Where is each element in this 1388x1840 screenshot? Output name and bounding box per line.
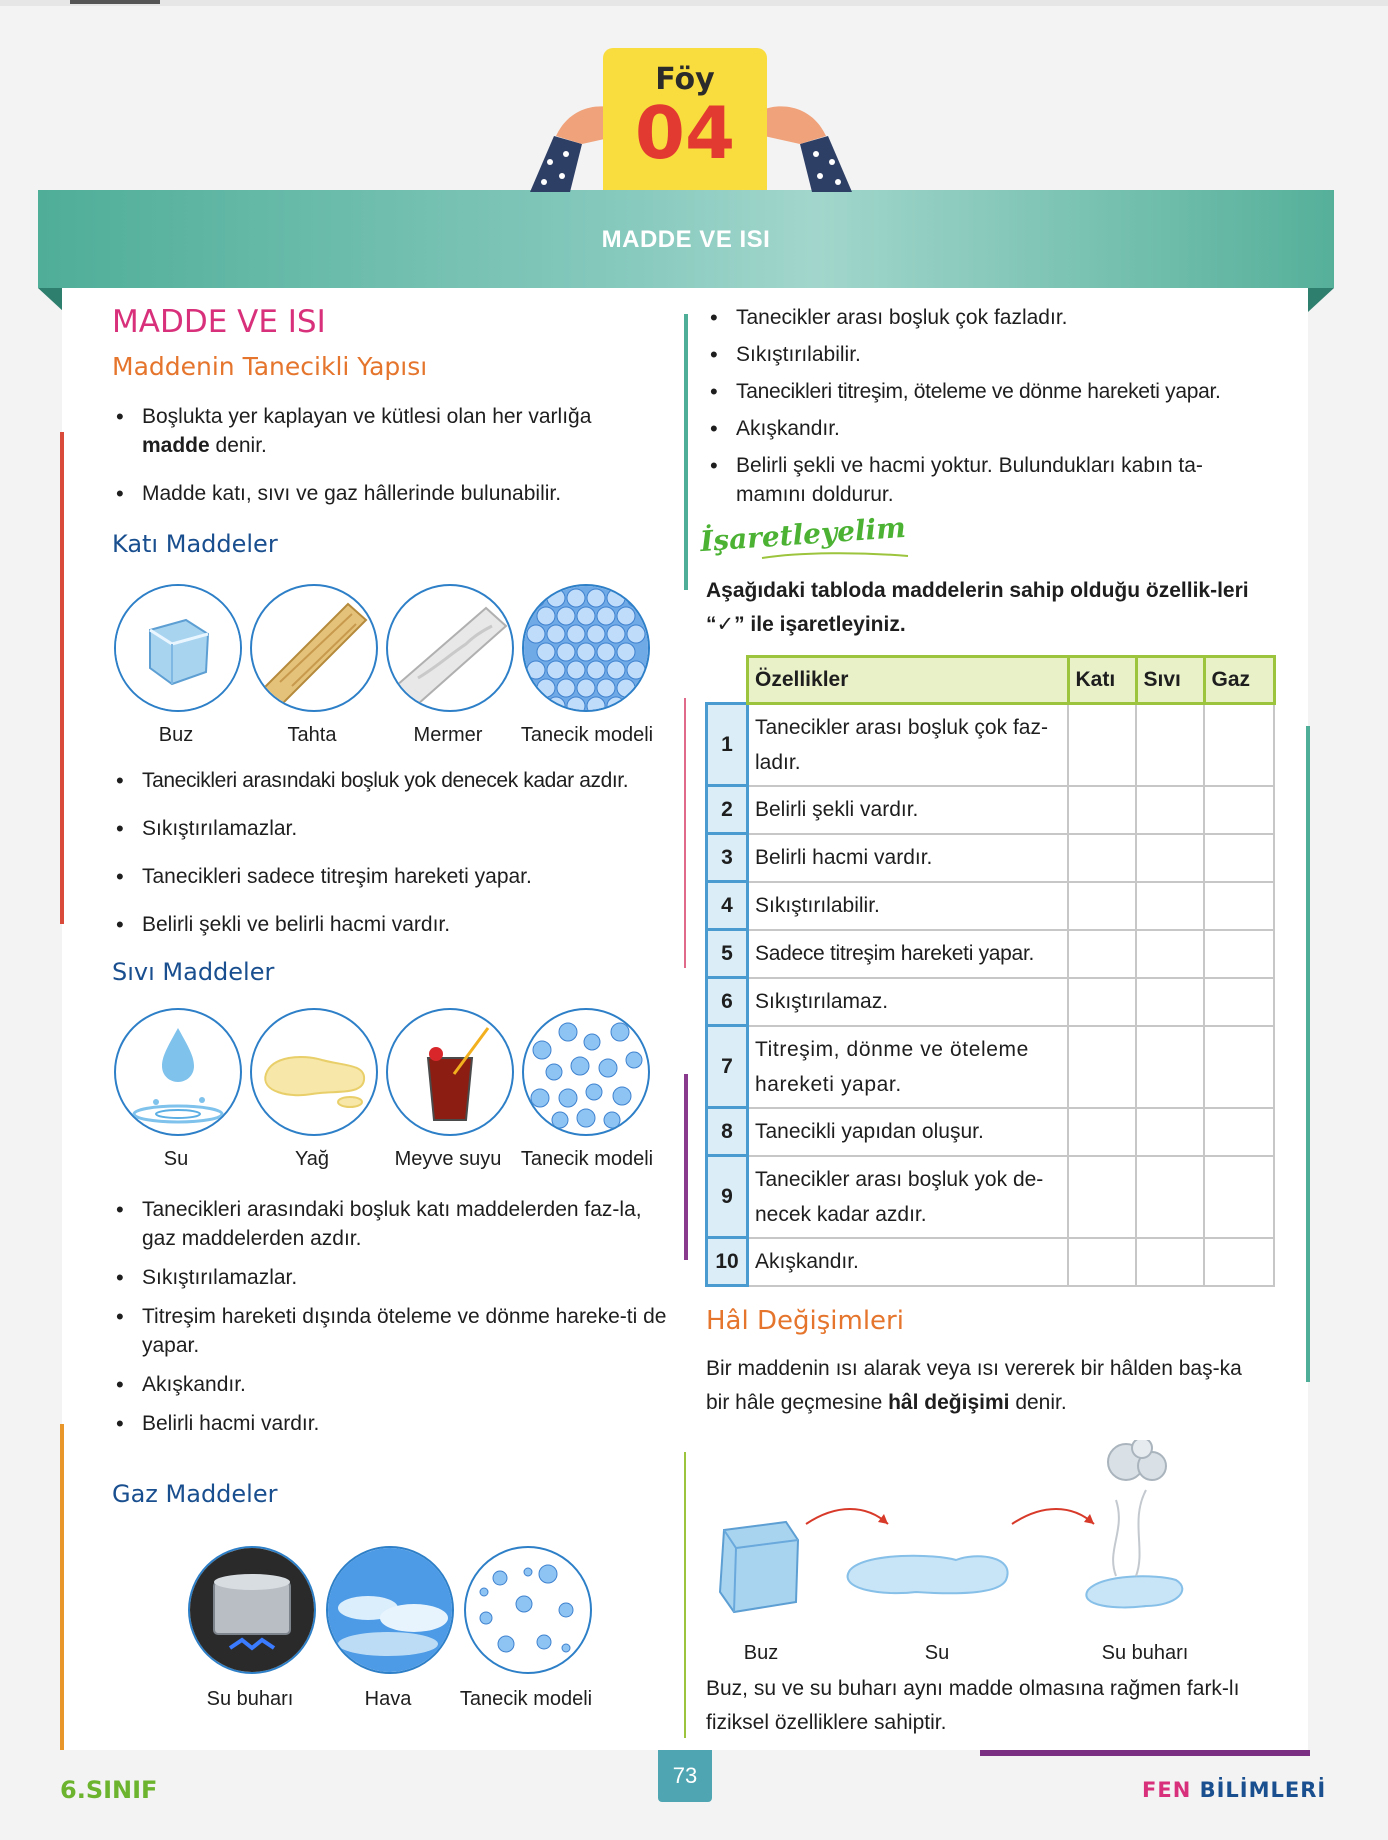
- solids-bullets: [112, 766, 682, 958]
- row-number: 8: [707, 1108, 748, 1156]
- foy-label: Föy: [655, 62, 715, 97]
- foy-tag: [603, 48, 767, 190]
- check-cell-gas[interactable]: [1204, 834, 1274, 882]
- caption-oil: Yağ: [294, 1148, 330, 1170]
- check-cell-solid[interactable]: [1068, 978, 1136, 1026]
- check-cell-liquid[interactable]: [1136, 1156, 1204, 1238]
- phase-change-conclusion: Buz, su ve su buharı aynı madde olmasına rağmen fark-lı fiziksel özelliklere sahiptir.: [706, 1677, 1240, 1734]
- gas-bullet-5: • Belirli şekli ve hacmi yoktur. Bulundukları kabın ta-mamını doldurur.: [706, 451, 1266, 509]
- check-cell-liquid[interactable]: [1136, 1026, 1204, 1108]
- check-cell-liquid[interactable]: [1136, 786, 1204, 834]
- gas-particle-model: [464, 1546, 592, 1674]
- check-cell-liquid[interactable]: [1136, 930, 1204, 978]
- row-text: Tanecikler arası boşluk yok de-necek kadar azdır.: [748, 1156, 1069, 1238]
- check-cell-solid[interactable]: [1068, 1238, 1136, 1286]
- caption-ice-phase: Buz: [743, 1642, 779, 1664]
- check-cell-gas[interactable]: [1204, 882, 1274, 930]
- phase-change-illustration: [706, 1440, 1206, 1640]
- row-number: 7: [707, 1026, 748, 1108]
- liquids-bullet-2: • Sıkıştırılamazlar.: [112, 1263, 672, 1292]
- bottom-accent-bar: [980, 1750, 1310, 1756]
- row-text: Belirli hacmi vardır.: [748, 834, 1069, 882]
- banner-title: MADDE VE ISI: [601, 226, 771, 253]
- subject-word-1: FEN: [1142, 1778, 1192, 1802]
- steam-pot-image: [188, 1546, 316, 1674]
- phase-change-definition: Bir maddenin ısı alarak veya ısı vererek bir hâlden baş-ka bir hâle geçmesine hâl değişimi denir.: [706, 1357, 1242, 1414]
- table-corner: [707, 657, 748, 704]
- row-number: 10: [707, 1238, 748, 1286]
- top-bar-tab: [70, 0, 160, 4]
- water-puddle-icon: [848, 1556, 1008, 1594]
- row-text: Belirli şekli vardır.: [748, 786, 1069, 834]
- row-text: Akışkandır.: [748, 1238, 1069, 1286]
- activity-title: İşaretleyelim: [699, 510, 907, 559]
- activity-underline: [760, 548, 910, 562]
- check-cell-solid[interactable]: [1068, 834, 1136, 882]
- accent-line-lime: [684, 1452, 686, 1738]
- header-solid: Katı: [1068, 657, 1136, 704]
- row-text: Sıkıştırılabilir.: [748, 882, 1069, 930]
- solids-title: Katı Maddeler: [112, 530, 278, 558]
- banner-fold-left: [38, 288, 64, 312]
- subject-word-2: BİLİMLERİ: [1199, 1778, 1327, 1802]
- row-number: 2: [707, 786, 748, 834]
- check-cell-liquid[interactable]: [1136, 882, 1204, 930]
- caption-wood: Tahta: [287, 724, 337, 746]
- row-number: 5: [707, 930, 748, 978]
- table-row: [707, 1108, 1275, 1156]
- section-subtitle: Maddenin Tanecikli Yapısı: [112, 352, 428, 381]
- caption-gas-model: Tanecik modeli: [459, 1688, 593, 1710]
- check-cell-solid[interactable]: [1068, 1108, 1136, 1156]
- table-row: [707, 704, 1275, 786]
- solids-bullet-4: • Belirli şekli ve belirli hacmi vardır.: [112, 910, 682, 939]
- water-image: [114, 1008, 242, 1136]
- table-instruction: Aşağıdaki tabloda maddelerin sahip olduğu özellik-leri “✓” ile işaretleyiniz.: [706, 579, 1249, 636]
- caption-juice: Meyve suyu: [394, 1148, 502, 1170]
- accent-line-red: [60, 432, 64, 924]
- check-cell-liquid[interactable]: [1136, 1108, 1204, 1156]
- header-gas: Gaz: [1204, 657, 1274, 704]
- row-number: 9: [707, 1156, 748, 1238]
- intro-bullets: [112, 402, 672, 527]
- header-liquid: Sıvı: [1136, 657, 1204, 704]
- row-text: Sadece titreşim hareketi yapar.: [748, 930, 1069, 978]
- check-cell-solid[interactable]: [1068, 1026, 1136, 1108]
- caption-steam-phase: Su buharı: [1101, 1642, 1189, 1664]
- table-row: [707, 930, 1275, 978]
- row-text: Sıkıştırılamaz.: [748, 978, 1069, 1026]
- page-number: 73: [658, 1750, 712, 1802]
- caption-solid-model: Tanecik modeli: [520, 724, 654, 746]
- accent-line-pink: [684, 698, 686, 968]
- accent-line-teal: [1306, 726, 1310, 1382]
- banner-fold-right: [1308, 288, 1334, 312]
- check-cell-solid[interactable]: [1068, 1156, 1136, 1238]
- row-number: 1: [707, 704, 748, 786]
- caption-water: Su: [163, 1148, 189, 1170]
- table-row: [707, 1156, 1275, 1238]
- check-cell-solid[interactable]: [1068, 882, 1136, 930]
- check-cell-gas[interactable]: [1204, 1026, 1274, 1108]
- caption-steam: Su buharı: [206, 1688, 294, 1710]
- liquid-particle-model: [522, 1008, 650, 1136]
- arrow-icon: [1012, 1509, 1094, 1524]
- caption-ice: Buz: [158, 724, 194, 746]
- liquids-bullet-3: • Titreşim hareketi dışında öteleme ve dönme hareke-ti de yapar.: [112, 1302, 672, 1360]
- marble-image: [386, 584, 514, 712]
- oil-image: [250, 1008, 378, 1136]
- foy-number: 04: [634, 91, 736, 175]
- main-title: MADDE VE ISI: [112, 304, 326, 340]
- accent-line-green: [684, 314, 688, 590]
- phase-change-bold: hâl değişimi: [888, 1391, 1010, 1414]
- row-number: 3: [707, 834, 748, 882]
- check-cell-gas[interactable]: [1204, 978, 1274, 1026]
- gas-bullets: [706, 303, 1266, 517]
- check-cell-liquid[interactable]: [1136, 704, 1204, 786]
- wood-image: [250, 584, 378, 712]
- steam-icon: [1086, 1440, 1182, 1607]
- ice-image: [114, 584, 242, 712]
- check-cell-gas[interactable]: [1204, 704, 1274, 786]
- check-cell-liquid[interactable]: [1136, 978, 1204, 1026]
- check-cell-gas[interactable]: [1204, 1156, 1274, 1238]
- solids-bullet-3: • Tanecikleri sadece titreşim hareketi yapar.: [112, 862, 682, 891]
- table-row: [707, 834, 1275, 882]
- caption-water-phase: Su: [924, 1642, 950, 1664]
- liquids-bullet-5: • Belirli hacmi vardır.: [112, 1409, 672, 1438]
- header-properties: Özellikler: [748, 657, 1069, 704]
- liquids-bullets: [112, 1195, 672, 1448]
- intro-bullet-2: • Madde katı, sıvı ve gaz hâllerinde bulunabilir.: [112, 479, 672, 508]
- grade-label: 6.SINIF: [60, 1776, 158, 1804]
- table-row: [707, 1026, 1275, 1108]
- check-cell-gas[interactable]: [1204, 1108, 1274, 1156]
- liquids-bullet-4: • Akışkandır.: [112, 1370, 672, 1399]
- subject-label: [1142, 1778, 1326, 1802]
- solids-bullet-1: • Tanecikleri arasındaki boşluk yok denecek kadar azdır.: [112, 766, 682, 795]
- solids-bullet-2: • Sıkıştırılamazlar.: [112, 814, 682, 843]
- air-image: [326, 1546, 454, 1674]
- gases-title: Gaz Maddeler: [112, 1480, 278, 1508]
- liquids-bullet-1: • Tanecikleri arasındaki boşluk katı maddelerden faz-la, gaz maddelerden azdır.: [112, 1195, 672, 1253]
- table-row: [707, 786, 1275, 834]
- caption-marble: Mermer: [413, 724, 483, 746]
- row-text: Tanecikli yapıdan oluşur.: [748, 1108, 1069, 1156]
- gas-bullet-4: • Akışkandır.: [706, 414, 1266, 443]
- solid-particle-model: [522, 584, 650, 712]
- check-cell-gas[interactable]: [1204, 930, 1274, 978]
- table-row: [707, 1238, 1275, 1286]
- caption-liquid-model: Tanecik modeli: [520, 1148, 654, 1170]
- title-banner: [38, 190, 1334, 288]
- properties-table: [705, 655, 1276, 1287]
- table-row: [707, 978, 1275, 1026]
- caption-air: Hava: [364, 1688, 412, 1710]
- gas-bullet-1: • Tanecikler arası boşluk çok fazladır.: [706, 303, 1266, 332]
- accent-line-purple: [684, 1074, 688, 1260]
- row-number: 6: [707, 978, 748, 1026]
- arrow-icon: [806, 1509, 888, 1524]
- row-number: 4: [707, 882, 748, 930]
- table-row: [707, 882, 1275, 930]
- right-hand-illustration: [752, 96, 872, 192]
- gas-bullet-3: • Tanecikleri titreşim, öteleme ve dönme hareketi yapar.: [706, 377, 1266, 406]
- liquids-title: Sıvı Maddeler: [112, 958, 275, 986]
- juice-image: [386, 1008, 514, 1136]
- gas-bullet-2: • Sıkıştırılabilir.: [706, 340, 1266, 369]
- check-cell-gas[interactable]: [1204, 786, 1274, 834]
- ice-cube-icon: [720, 1522, 798, 1612]
- phase-change-title: Hâl Değişimleri: [706, 1306, 904, 1336]
- check-cell-solid[interactable]: [1068, 786, 1136, 834]
- check-cell-liquid[interactable]: [1136, 1238, 1204, 1286]
- check-cell-gas[interactable]: [1204, 1238, 1274, 1286]
- table-header-row: [707, 657, 1275, 704]
- row-text: Tanecikler arası boşluk çok faz-ladır.: [748, 704, 1069, 786]
- check-cell-liquid[interactable]: [1136, 834, 1204, 882]
- accent-line-orange: [60, 1424, 64, 1750]
- check-cell-solid[interactable]: [1068, 704, 1136, 786]
- madde-bold: madde: [142, 434, 210, 457]
- check-cell-solid[interactable]: [1068, 930, 1136, 978]
- intro-bullet-1: • Boşlukta yer kaplayan ve kütlesi olan her varlığa madde denir.: [112, 402, 672, 460]
- row-text: Titreşim, dönme ve öteleme hareketi yapar.: [748, 1026, 1069, 1108]
- top-bar: [0, 0, 1388, 6]
